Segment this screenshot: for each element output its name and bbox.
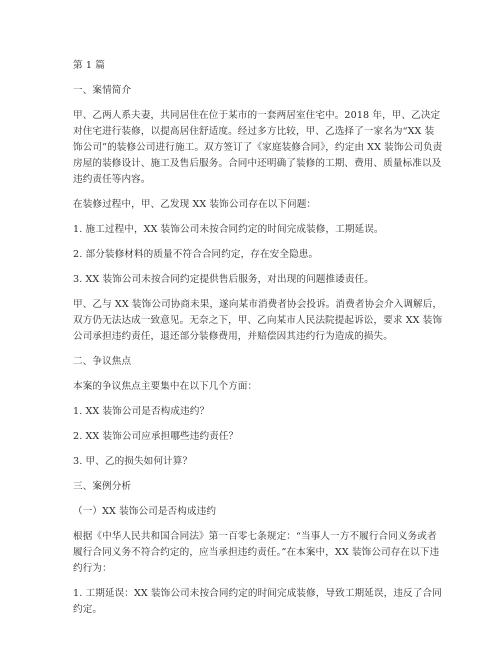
paragraph-problems-intro: 在装修过程中，甲、乙发现 XX 装饰公司存在以下问题： xyxy=(73,199,317,210)
list-item-issue-1: 1. 施工过程中，XX 装饰公司未按合同约定的时间完成装修，工期延误。 xyxy=(73,224,384,235)
list-item-focus-3: 3. 甲、乙的损失如何计算？ xyxy=(73,456,193,467)
paragraph-legal-basis: 根据《中华人民共和国合同法》第一百零七条规定：“当事人一方不履行合同义务或者履行合同义务不符合约定的，应当承担违约责任。”在本案中，XX 装饰公司存在以下违约行为： xyxy=(73,531,440,574)
paragraph-litigation: 甲、乙与 XX 装饰公司协商未果，遂向某市消费者协会投诉。消费者协会介入调解后，双方仍无法达成一致意见。无奈之下，甲、乙向某市人民法院提起诉讼，要求 XX 装饰公司承担违约责任，退还部分装修费用，并赔偿因其违约行为造成的损失。 xyxy=(73,299,443,342)
page-label: 第 1 篇 xyxy=(73,60,105,71)
section-title-case-analysis: 三、案例分析 xyxy=(73,481,132,492)
document-body xyxy=(73,58,443,627)
section-title-dispute-focus: 二、争议焦点 xyxy=(73,356,132,367)
section-title-case-summary: 一、案情简介 xyxy=(73,85,132,96)
list-item-focus-2: 2. XX 装饰公司应承担哪些违约责任？ xyxy=(73,431,239,442)
list-item-focus-1: 1. XX 装饰公司是否构成违约？ xyxy=(73,406,210,417)
paragraph-focus-intro: 本案的争议焦点主要集中在以下几个方面： xyxy=(73,381,258,392)
list-item-issue-3: 3. XX 装饰公司未按合同约定提供售后服务，对出现的问题推诿责任。 xyxy=(73,274,374,285)
paragraph-breach-delay: 1. 工期延误：XX 装饰公司未按合同约定的时间完成装修，导致工期延误，违反了合同约定。 xyxy=(73,588,442,615)
paragraph-case-background: 甲、乙两人系夫妻，共同居住在位于某市的一套两居室住宅中。2018 年，甲、乙决定对住宅进行装修，以提高居住舒适度。经过多方比较，甲、乙选择了一家名为“XX 装饰公司”的装修公司进行施工。双方签订了《家庭装修合同》，约定由 XX 装饰公司负责房屋的装修设计、施工及售后服务。合同中还明确了装修的工期、费用、质量标准以及违约责任等内容。 xyxy=(73,110,443,185)
subsection-title-breach: （一）XX 装饰公司是否构成违约 xyxy=(73,506,217,517)
list-item-issue-2: 2. 部分装修材料的质量不符合合同约定，存在安全隐患。 xyxy=(73,249,319,260)
